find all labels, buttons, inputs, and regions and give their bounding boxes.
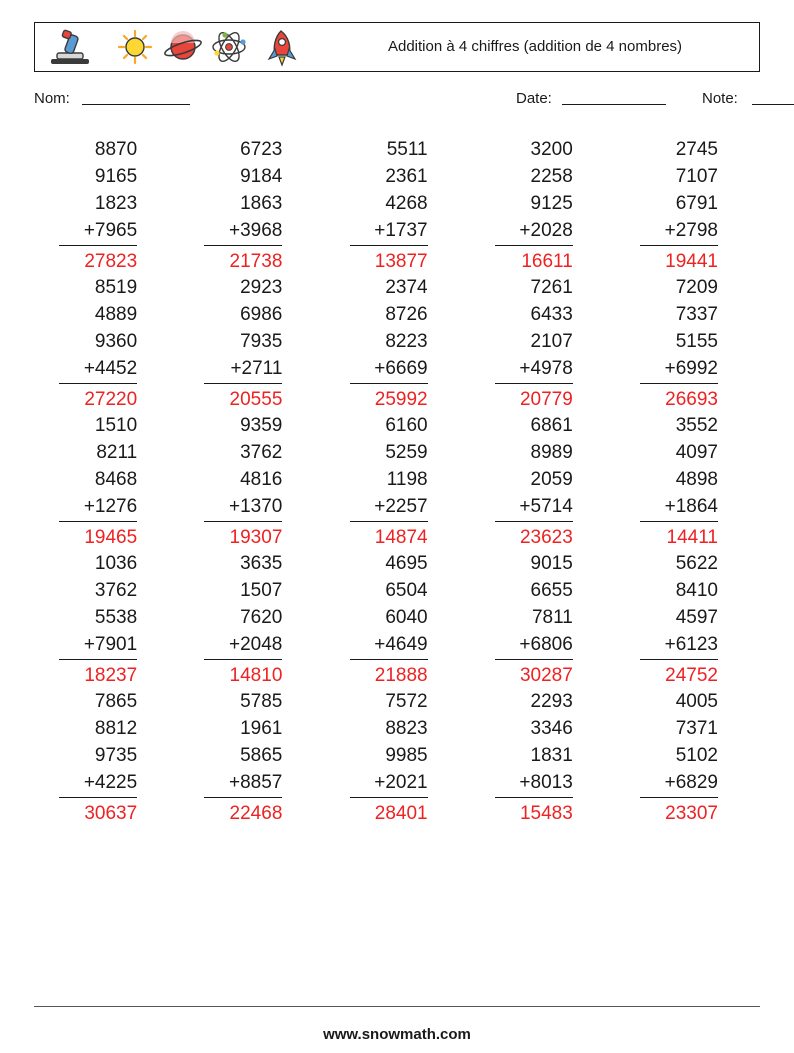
sun-icon <box>119 31 151 63</box>
addend: 2293 <box>530 691 573 712</box>
addend: 4597 <box>675 607 718 628</box>
addend: 6433 <box>530 304 573 325</box>
name-input[interactable] <box>82 90 190 105</box>
answer-sum: 14810 <box>229 665 283 686</box>
problem-cell <box>34 136 179 274</box>
last-addend: +2798 <box>640 217 718 246</box>
last-addend: +7965 <box>59 217 137 246</box>
addend: 4695 <box>385 553 428 574</box>
problem-cell <box>615 136 760 274</box>
last-addend: +6829 <box>640 769 718 798</box>
addend: 5102 <box>675 745 718 766</box>
addend: 2374 <box>385 277 428 298</box>
addend: 9359 <box>240 415 283 436</box>
addend: 2923 <box>240 277 283 298</box>
problem-cell <box>324 688 469 826</box>
answer-sum: 30637 <box>84 803 138 824</box>
addend: 3346 <box>530 718 573 739</box>
addend: 7935 <box>240 331 283 352</box>
answer-sum: 19307 <box>229 527 283 548</box>
addend: 8870 <box>94 139 138 160</box>
addend: 8223 <box>385 331 428 352</box>
addend: 1198 <box>386 469 428 490</box>
addend: 9015 <box>530 553 573 574</box>
addend: 8823 <box>385 718 428 739</box>
problem-cell <box>34 550 179 688</box>
problem-cell <box>179 136 324 274</box>
addend: 7371 <box>675 718 718 739</box>
addend: 1961 <box>240 718 283 739</box>
answer-sum: 18237 <box>84 665 138 686</box>
addend: 5622 <box>675 553 718 574</box>
addend: 6861 <box>530 415 573 436</box>
addend: 4898 <box>675 469 718 490</box>
answer-sum: 21738 <box>229 251 283 272</box>
last-addend: +2711 <box>204 355 282 384</box>
addend: 4889 <box>94 304 138 325</box>
last-addend: +2048 <box>204 631 282 660</box>
last-addend: +6992 <box>640 355 718 384</box>
addend: 9165 <box>94 166 138 187</box>
addend: 9735 <box>94 745 138 766</box>
addend: 6160 <box>385 415 428 436</box>
addend: 3635 <box>240 553 283 574</box>
answer-sum: 21888 <box>374 665 428 686</box>
addend: 5155 <box>675 331 718 352</box>
answer-sum: 22468 <box>229 803 283 824</box>
last-addend: +6669 <box>350 355 428 384</box>
problem-cell <box>179 688 324 826</box>
addend: 6655 <box>530 580 573 601</box>
addend: 1823 <box>94 193 138 214</box>
answer-sum: 19465 <box>84 527 138 548</box>
addend: 7620 <box>240 607 283 628</box>
addend: 2361 <box>385 166 428 187</box>
addend: 5259 <box>385 442 428 463</box>
addend: 3762 <box>94 580 138 601</box>
answer-sum: 24752 <box>665 665 718 686</box>
note-input[interactable] <box>752 90 794 105</box>
addend: 9184 <box>240 166 283 187</box>
answer-sum: 28401 <box>374 803 428 824</box>
addend: 8989 <box>530 442 573 463</box>
answer-sum: 19441 <box>665 251 718 272</box>
addend: 7865 <box>94 691 138 712</box>
last-addend: +8013 <box>495 769 573 798</box>
addend: 2059 <box>530 469 573 490</box>
addend: 5865 <box>240 745 283 766</box>
addend: 7572 <box>385 691 428 712</box>
answer-sum: 15483 <box>519 803 573 824</box>
last-addend: +1276 <box>59 493 137 522</box>
last-addend: +2028 <box>495 217 573 246</box>
problem-cell <box>470 688 615 826</box>
microscope-icon <box>51 30 89 64</box>
addend: 1863 <box>240 193 283 214</box>
addend: 9125 <box>530 193 573 214</box>
last-addend: +3968 <box>204 217 282 246</box>
answer-sum: 20555 <box>229 389 283 410</box>
addend: 8726 <box>385 304 428 325</box>
last-addend: +1864 <box>640 493 718 522</box>
addend: 8812 <box>94 718 138 739</box>
last-addend: +4978 <box>495 355 573 384</box>
addend: 3552 <box>675 415 718 436</box>
problem-cell <box>179 550 324 688</box>
note-label: Note: <box>702 90 738 107</box>
problem-cell <box>179 274 324 412</box>
addend: 1510 <box>94 415 138 436</box>
addend: 6040 <box>385 607 428 628</box>
addend: 7337 <box>675 304 718 325</box>
addend: 7811 <box>531 607 573 628</box>
answer-sum: 16611 <box>521 251 573 272</box>
addend: 9985 <box>385 745 428 766</box>
answer-sum: 27823 <box>84 251 138 272</box>
last-addend: +7901 <box>59 631 137 660</box>
addend: 1831 <box>530 745 573 766</box>
addend: 5538 <box>94 607 138 628</box>
problem-cell <box>470 274 615 412</box>
problem-cell <box>324 550 469 688</box>
addend: 5511 <box>386 139 428 160</box>
answer-sum: 23307 <box>665 803 718 824</box>
answer-sum: 13877 <box>374 251 428 272</box>
addend: 8211 <box>96 442 138 463</box>
addend: 4005 <box>675 691 718 712</box>
problem-cell <box>470 550 615 688</box>
addend: 3762 <box>240 442 283 463</box>
addend: 9360 <box>94 331 138 352</box>
addend: 4097 <box>675 442 718 463</box>
addend: 2107 <box>530 331 573 352</box>
last-addend: +2021 <box>350 769 428 798</box>
answer-sum: 23623 <box>519 527 573 548</box>
addend: 7261 <box>530 277 573 298</box>
addend: 6986 <box>240 304 283 325</box>
problem-cell <box>615 274 760 412</box>
addend: 7107 <box>675 166 718 187</box>
last-addend: +4225 <box>59 769 137 798</box>
answer-sum: 26693 <box>665 389 718 410</box>
addend: 5785 <box>240 691 283 712</box>
addend: 6504 <box>385 580 428 601</box>
addend: 8519 <box>94 277 138 298</box>
footer-site: www.snowmath.com <box>323 1026 471 1043</box>
problem-grid <box>34 136 760 826</box>
addend: 8410 <box>675 580 718 601</box>
answer-sum: 20779 <box>519 389 573 410</box>
addend: 3200 <box>530 139 573 160</box>
problem-cell <box>179 412 324 550</box>
addend: 1036 <box>94 553 138 574</box>
last-addend: +8857 <box>204 769 282 798</box>
planet-icon <box>163 31 202 59</box>
problem-cell <box>470 412 615 550</box>
addend: 6791 <box>675 193 718 214</box>
last-addend: +2257 <box>350 493 428 522</box>
addend: 2745 <box>675 139 718 160</box>
last-addend: +6806 <box>495 631 573 660</box>
atom-icon <box>213 30 246 65</box>
problem-cell <box>615 412 760 550</box>
answer-sum: 25992 <box>374 389 428 410</box>
addend: 8468 <box>94 469 138 490</box>
footer-divider <box>34 1006 760 1007</box>
problem-cell <box>324 412 469 550</box>
date-input[interactable] <box>562 90 666 105</box>
date-label: Date: <box>516 90 552 107</box>
problem-cell <box>34 274 179 412</box>
problem-cell <box>470 136 615 274</box>
last-addend: +6123 <box>640 631 718 660</box>
answer-sum: 14411 <box>666 527 718 548</box>
addend: 4268 <box>385 193 428 214</box>
addend: 1507 <box>240 580 283 601</box>
header-icon-group <box>43 27 303 69</box>
meta-row <box>34 88 760 114</box>
problem-cell <box>324 136 469 274</box>
problem-cell <box>615 550 760 688</box>
addend: 4816 <box>240 469 283 490</box>
last-addend: +4649 <box>350 631 428 660</box>
addend: 6723 <box>240 139 283 160</box>
problem-cell <box>34 412 179 550</box>
last-addend: +5714 <box>495 493 573 522</box>
addend: 2258 <box>530 166 573 187</box>
rocket-icon <box>269 31 295 65</box>
answer-sum: 14874 <box>374 527 428 548</box>
worksheet-title: Addition à 4 chiffres (addition de 4 nombres) <box>387 38 683 55</box>
problem-cell <box>615 688 760 826</box>
addend: 7209 <box>675 277 718 298</box>
last-addend: +1370 <box>204 493 282 522</box>
last-addend: +4452 <box>59 355 137 384</box>
answer-sum: 27220 <box>84 389 138 410</box>
problem-cell <box>34 688 179 826</box>
problem-cell <box>324 274 469 412</box>
header-box <box>34 22 760 72</box>
name-label: Nom: <box>34 90 70 107</box>
answer-sum: 30287 <box>519 665 573 686</box>
last-addend: +1737 <box>350 217 428 246</box>
